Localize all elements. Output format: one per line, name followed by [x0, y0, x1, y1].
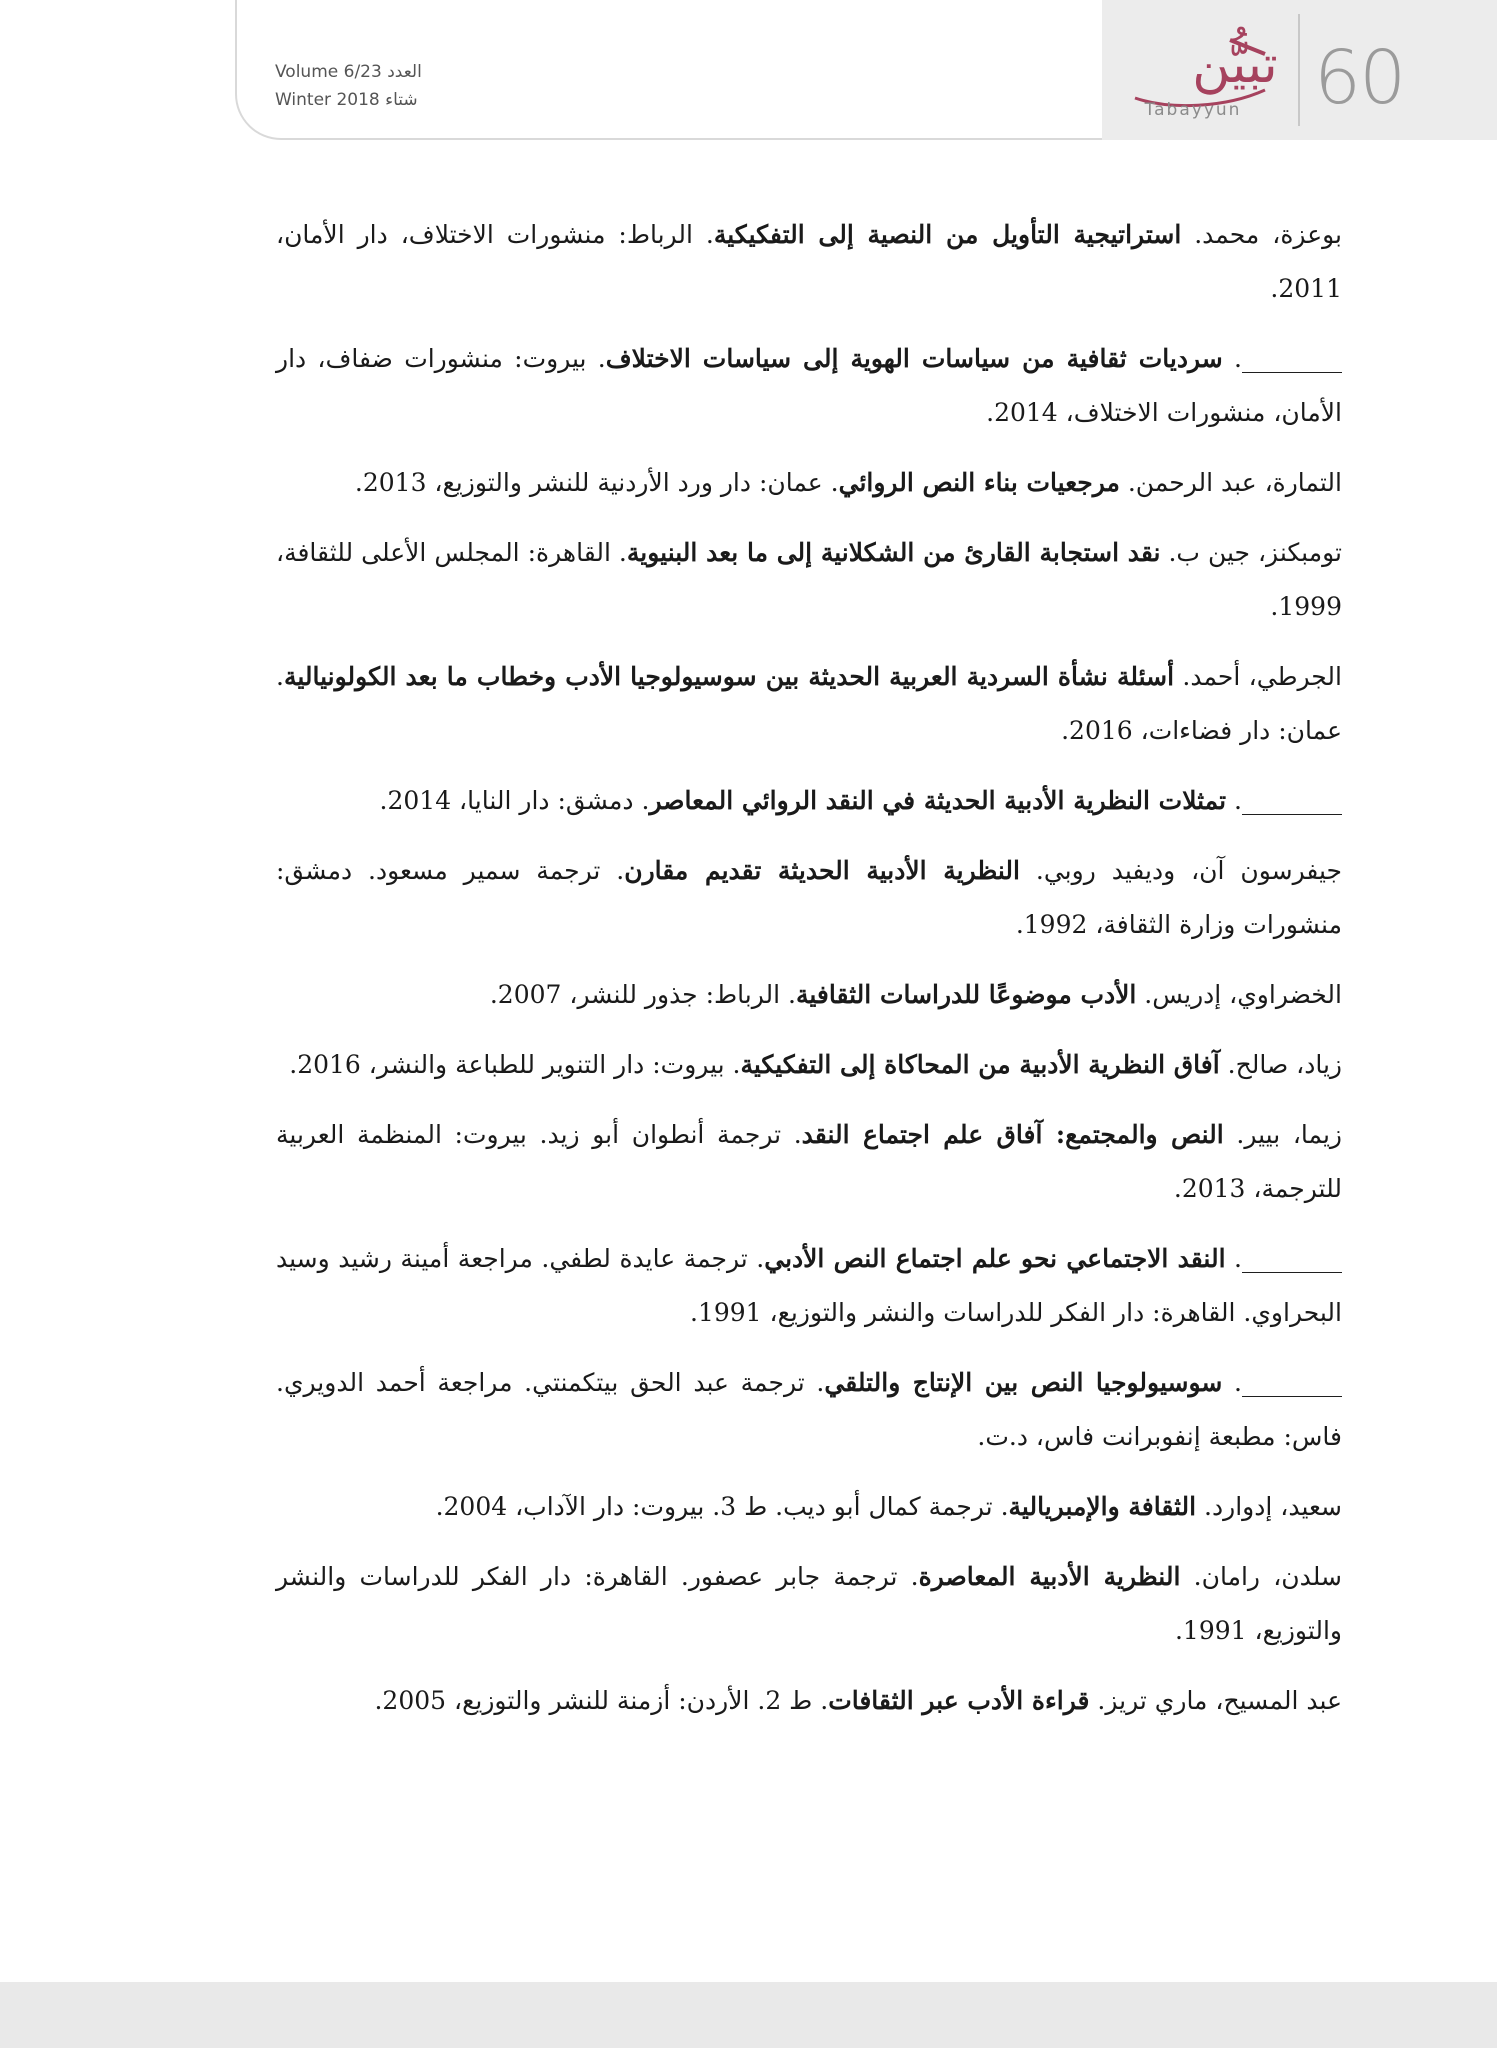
- reference-entry: الخضراوي، إدريس. الأدب موضوعًا للدراسات الثقافية. الرباط: جذور للنشر، 2007.: [489, 980, 1342, 1009]
- season-en: Winter 2018: [275, 90, 380, 110]
- season-line: [275, 86, 475, 114]
- logo-arabic: تبيُّن: [1192, 35, 1278, 95]
- reference-entry: ________. النقد الاجتماعي نحو علم اجتماع النص الأدبي. ترجمة عايدة لطفي. مراجعة أمينة رشيد وسيد البحراوي. القاهرة: دار الفكر للدراسات والنشر والتوزيع، 1991.: [276, 1244, 1343, 1327]
- reference-entry: سلدن، رامان. النظرية الأدبية المعاصرة. ترجمة جابر عصفور. القاهرة: دار الفكر للدراسات والنشر والتوزيع، 1991.: [276, 1562, 1342, 1645]
- reference-entry: الجرطي، أحمد. أسئلة نشأة السردية العربية الحديثة بين سوسيولوجيا الأدب وخطاب ما بعد الكولونيالية. عمان: دار فضاءات، 2016.: [276, 662, 1342, 745]
- reference-entry: تومبكنز، جين ب. نقد استجابة القارئ من الشكلانية إلى ما بعد البنيوية. القاهرة: المجلس الأعلى للثقافة، 1999.: [276, 538, 1342, 621]
- reference-entry: بوعزة، محمد. استراتيجية التأويل من النصية إلى التفكيكية. الرباط: منشورات الاختلاف، دار الأمان، 2011.: [276, 220, 1343, 303]
- reference-entry: ________. تمثلات النظرية الأدبية الحديثة في النقد الروائي المعاصر. دمشق: دار النايا، 2014.: [379, 786, 1342, 815]
- issue-label-ar: العدد: [387, 62, 422, 82]
- issue-line: [275, 58, 475, 86]
- reference-entry: التمارة، عبد الرحمن. مرجعيات بناء النص الروائي. عمان: دار ورد الأردنية للنشر والتوزيع، 2013.: [354, 468, 1342, 497]
- header-divider: [1298, 14, 1300, 126]
- bibliography-list: [276, 208, 1342, 1744]
- issue-en: Volume 6/23: [275, 62, 382, 82]
- issue-info: [275, 58, 475, 118]
- reference-entry: سعيد، إدوارد. الثقافة والإمبريالية. ترجمة كمال أبو ديب. ط 3. بيروت: دار الآداب، 2004.: [435, 1492, 1342, 1521]
- logo-latin-text: Tabayyun: [1144, 100, 1242, 120]
- reference-entry: ________. سرديات ثقافية من سياسات الهوية إلى سياسات الاختلاف. بيروت: منشورات ضفاف، دار الأمان، منشورات الاختلاف، 2014.: [276, 344, 1342, 427]
- page-number: 60: [1314, 35, 1405, 121]
- reference-entry: جيفرسون آن، وديفيد روبي. النظرية الأدبية الحديثة تقديم مقارن. ترجمة سمير مسعود. دمشق: منشورات وزارة الثقافة، 1992.: [276, 856, 1343, 939]
- reference-entry: عبد المسيح، ماري تريز. قراءة الأدب عبر الثقافات. ط 2. الأردن: أزمنة للنشر والتوزيع، 2005.: [374, 1686, 1342, 1715]
- season-ar: شتاء: [385, 90, 418, 110]
- reference-entry: ________. سوسيولوجيا النص بين الإنتاج والتلقي. ترجمة عبد الحق بيتكمنتي. مراجعة أحمد الدويري. فاس: مطبعة إنفوبرانت فاس، د.ت.: [276, 1368, 1342, 1451]
- reference-entry: زياد، صالح. آفاق النظرية الأدبية من المحاكاة إلى التفكيكية. بيروت: دار التنوير للطباعة والنشر، 2016.: [289, 1050, 1342, 1079]
- footer-band: [0, 1982, 1497, 2048]
- reference-entry: زيما، بيير. النص والمجتمع: آفاق علم اجتماع النقد. ترجمة أنطوان أبو زيد. بيروت: المنظمة العربية للترجمة، 2013.: [276, 1120, 1343, 1203]
